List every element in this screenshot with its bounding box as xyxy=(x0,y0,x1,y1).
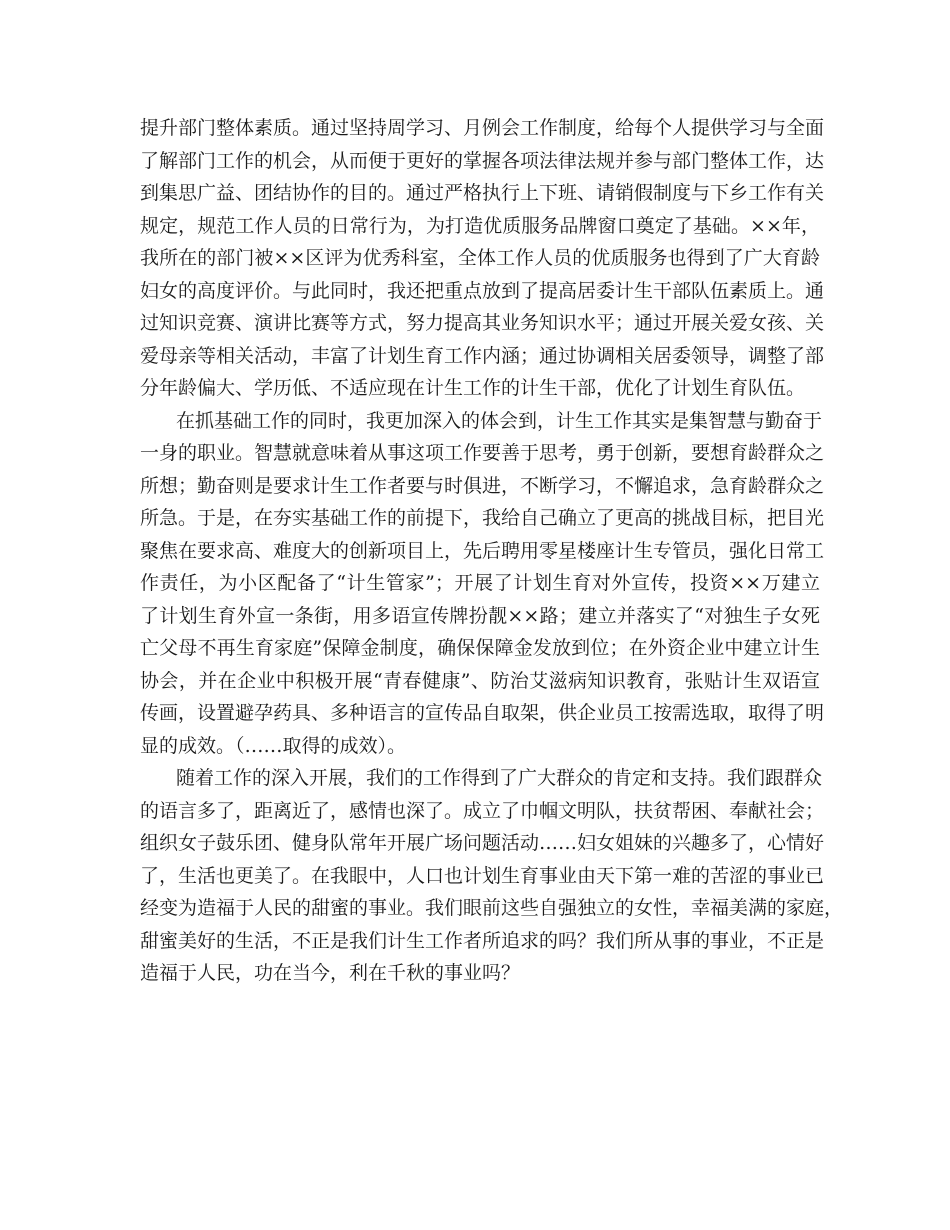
text-line: 我所在的部门被××区评为优秀科室，全体工作人员的优质服务也得到了广大育龄 xyxy=(140,247,820,269)
text-line: 传画，设置避孕药具、多种语言的宣传品自取架，供企业员工按需选取，取得了明 xyxy=(140,702,825,724)
text-line: 经变为造福于人民的甜蜜的事业。我们眼前这些自强独立的女性，幸福美满的家庭， xyxy=(140,897,844,919)
text-line: 作责任，为小区配备了“计生管家”；开展了计划生育对外宣传，投资××万建立 xyxy=(140,572,820,594)
text-line: 妇女的高度评价。与此同时，我还把重点放到了提高居委计生干部队伍素质上。通 xyxy=(140,279,825,302)
text-line: 随着工作的深入开展，我们的工作得到了广大群众的肯定和支持。我们跟群众 xyxy=(176,767,823,789)
document-body xyxy=(140,112,844,990)
text-line: 提升部门整体素质。通过坚持周学习、月例会工作制度，给每个人提供学习与全面 xyxy=(140,117,825,139)
text-line: 了计划生育外宣一条街，用多语宣传牌扮靓××路；建立并落实了“对独生子女死 xyxy=(140,604,820,627)
paragraph-2 xyxy=(140,405,825,763)
text-line: 在抓基础工作的同时，我更加深入的体会到，计生工作其实是集智慧与勤奋于 xyxy=(176,409,823,432)
text-line: 的语言多了，距离近了，感情也深了。成立了巾帼文明队，扶贫帮困、奉献社会； xyxy=(140,799,825,822)
text-line: 组织女子鼓乐团、健身队常年开展广场问题活动……妇女姐妹的兴趣多了，心情好 xyxy=(140,832,825,854)
text-line: 规定，规范工作人员的日常行为，为打造优质服务品牌窗口奠定了基础。××年， xyxy=(140,214,820,237)
text-line: 亡父母不再生育家庭”保障金制度，确保保障金发放到位；在外资企业中建立计生 xyxy=(140,637,820,659)
text-line: 所想；勤奋则是要求计生工作者要与时俱进，不断学习，不懈追求，急育龄群众之 xyxy=(140,474,825,497)
text-line: 聚焦在要求高、难度大的创新项目上，先后聘用零星楼座计生专管员，强化日常工 xyxy=(140,539,825,562)
text-line: 爱母亲等相关活动，丰富了计划生育工作内涵；通过协调相关居委领导，调整了部 xyxy=(140,344,825,367)
text-line: 甜蜜美好的生活，不正是我们计生工作者所追求的吗？我们所从事的事业，不正是 xyxy=(140,929,825,952)
text-line: 一身的职业。智慧就意味着从事这项工作要善于思考，勇于创新，要想育龄群众之 xyxy=(140,442,825,464)
text-line: 协会，并在企业中积极开展“青春健康”、防治艾滋病知识教育，张贴计生双语宣 xyxy=(140,669,820,692)
paragraph-1 xyxy=(140,112,825,405)
text-line: 过知识竞赛、演讲比赛等方式，努力提高其业务知识水平；通过开展关爱女孩、关 xyxy=(140,312,825,334)
text-line: 所急。于是，在夯实基础工作的前提下，我给自己确立了更高的挑战目标，把目光 xyxy=(140,507,825,529)
paragraph-3 xyxy=(140,762,844,990)
text-line: 造福于人民，功在当今，利在千秋的事业吗？ xyxy=(140,962,521,984)
text-line: 了，生活也更美了。在我眼中，人口也计划生育事业由天下第一难的苦涩的事业已 xyxy=(140,864,825,887)
text-line: 到集思广益、团结协作的目的。通过严格执行上下班、请销假制度与下乡工作有关 xyxy=(140,182,825,204)
text-line: 了解部门工作的机会，从而便于更好的掌握各项法律法规并参与部门整体工作，达 xyxy=(140,149,825,172)
text-line: 分年龄偏大、学历低、不适应现在计生工作的计生干部，优化了计划生育队伍。 xyxy=(140,377,806,399)
text-line: 显的成效。（……取得的成效）。 xyxy=(140,734,407,757)
